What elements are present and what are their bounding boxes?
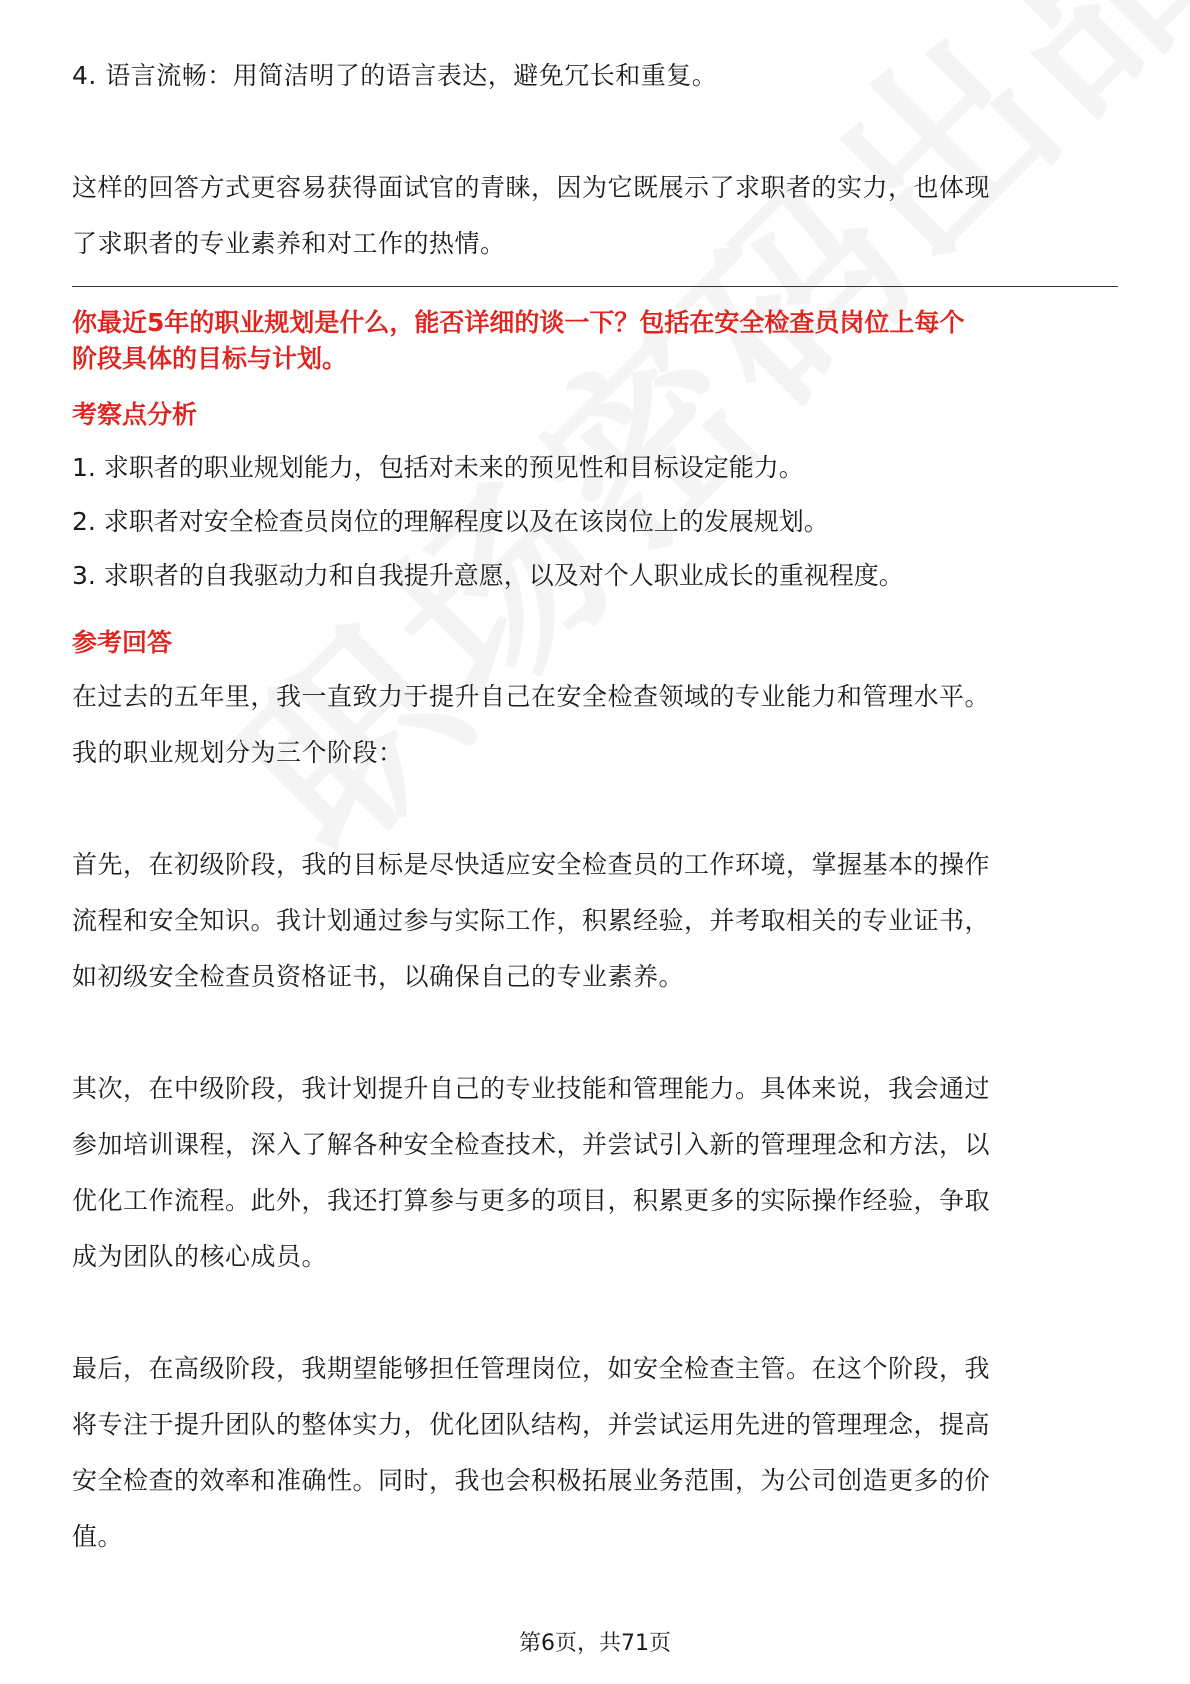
answer-p4-line: 将专注于提升团队的整体实力，优化团队结构，并尝试运用先进的管理理念，提高 bbox=[72, 1410, 991, 1439]
page-number: 第6页，共71页 bbox=[519, 1631, 671, 1656]
answer-p2-line: 流程和安全知识。我计划通过参与实际工作，积累经验，并考取相关的专业证书， bbox=[72, 906, 991, 935]
answer-p3-line: 参加培训课程，深入了解各种安全检查技术，并尝试引入新的管理理念和方法，以 bbox=[72, 1130, 991, 1159]
question-line-1: 你最近5年的职业规划是什么，能否详细的谈一下？包括在安全检查员岗位上每个 bbox=[72, 308, 965, 337]
answer-title: 参考回答 bbox=[72, 628, 173, 657]
answer-p2-line: 首先，在初级阶段，我的目标是尽快适应安全检查员的工作环境，掌握基本的操作 bbox=[72, 850, 991, 879]
intro-point-4: 4. 语言流畅：用简洁明了的语言表达，避免冗长和重复。 bbox=[72, 61, 718, 90]
analysis-item: 2. 求职者对安全检查员岗位的理解程度以及在该岗位上的发展规划。 bbox=[72, 507, 829, 536]
document-body bbox=[72, 48, 1118, 1565]
section-divider bbox=[72, 286, 1118, 287]
question-line-2: 阶段具体的目标与计划。 bbox=[72, 344, 348, 373]
question-heading bbox=[72, 305, 1118, 377]
answer-p4-line: 值。 bbox=[72, 1522, 124, 1551]
answer-p4-line: 最后，在高级阶段，我期望能够担任管理岗位，如安全检查主管。在这个阶段，我 bbox=[72, 1354, 991, 1383]
analysis-title: 考察点分析 bbox=[72, 400, 198, 429]
answer-p3-line: 成为团队的核心成员。 bbox=[72, 1242, 328, 1271]
answer-p4-line: 安全检查的效率和准确性。同时，我也会积极拓展业务范围，为公司创造更多的价 bbox=[72, 1466, 991, 1495]
answer-p3-line: 其次，在中级阶段，我计划提升自己的专业技能和管理能力。具体来说，我会通过 bbox=[72, 1074, 991, 1103]
analysis-item: 1. 求职者的职业规划能力，包括对未来的预见性和目标设定能力。 bbox=[72, 453, 804, 482]
answer-p3-line: 优化工作流程。此外，我还打算参与更多的项目，积累更多的实际操作经验，争取 bbox=[72, 1186, 991, 1215]
answer-p2-line: 如初级安全检查员资格证书，以确保自己的专业素养。 bbox=[72, 962, 685, 991]
intro-summary-line-2: 了求职者的专业素养和对工作的热情。 bbox=[72, 229, 506, 258]
analysis-item: 3. 求职者的自我驱动力和自我提升意愿，以及对个人职业成长的重视程度。 bbox=[72, 561, 904, 590]
intro-summary-line-1: 这样的回答方式更容易获得面试官的青睐，因为它既展示了求职者的实力，也体现 bbox=[72, 173, 991, 202]
answer-p1-line: 在过去的五年里，我一直致力于提升自己在安全检查领域的专业能力和管理水平。 bbox=[72, 682, 991, 711]
answer-p1-line: 我的职业规划分为三个阶段： bbox=[72, 738, 404, 767]
